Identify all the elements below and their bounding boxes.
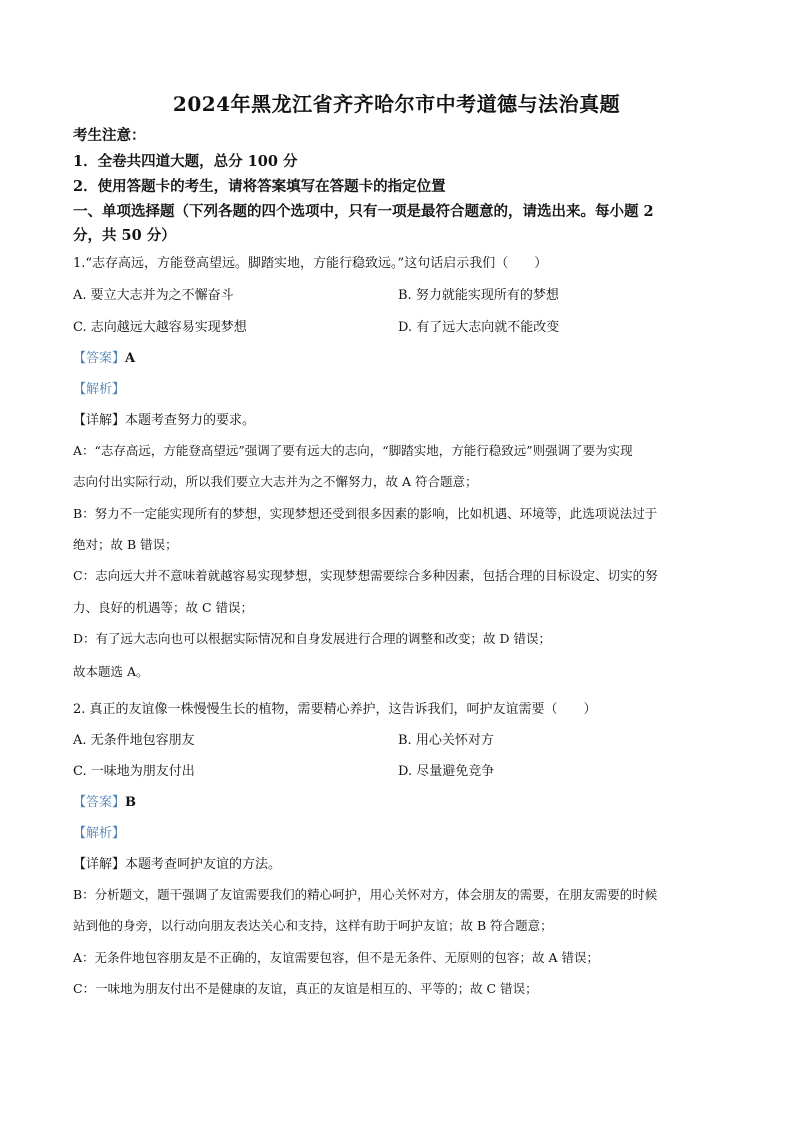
question-1-detail xyxy=(73,409,255,428)
question-2-explanation-line: 站到他的身旁，以行动向朋友表达关心和支持，这样有助于呵护友谊；故 B 符合题意； xyxy=(73,918,553,933)
section-heading-line1: 一、单项选择题（下列各题的四个选项中，只有一项是最符合题意的，请选出来。每小题 2 xyxy=(73,203,654,220)
question-1-explanation-line: 志向付出实际行动，所以我们要立大志并为之不懈努力，故 A 符合题意； xyxy=(73,474,478,489)
question-1-explanation-line: A：“志存高远，方能登高望远”强调了要有远大的志向，“脚踏实地，方能行稳致远”则强调了要为实现 xyxy=(73,443,633,458)
question-1-explanation-line: 力、良好的机遇等；故 C 错误； xyxy=(73,600,254,615)
question-1-explanation-line: 绝对；故 B 错误； xyxy=(73,537,178,552)
question-2-explanation-line: A：无条件地包容朋友是不正确的，友谊需要包容，但不是无条件、无原则的包容；故 A 错误； xyxy=(73,950,600,965)
question-1-stem: 1.“志存高远，方能登高望远。脚踏实地，方能行稳致远。”这句话启示我们（ ） xyxy=(73,256,548,271)
question-2-explanation-line: B：分析题文，题干强调了友谊需要我们的精心呵护，用心关怀对方，体会朋友的需要，在朋友需要的时候 xyxy=(73,887,658,902)
notice-1: 1．全卷共四道大题，总分 100 分 xyxy=(73,153,298,170)
question-1-analysis xyxy=(73,378,125,397)
question-1-explanation-line: D：有了远大志向也可以根据实际情况和自身发展进行合理的调整和改变；故 D 错误； xyxy=(73,631,551,646)
question-2-analysis xyxy=(73,822,125,841)
question-1-option-d: D. 有了远大志向就不能改变 xyxy=(398,320,560,335)
question-1-explanation-line: C：志向远大并不意味着就越容易实现梦想，实现梦想需要综合多种因素，包括合理的目标设定、切实的努 xyxy=(73,568,658,583)
question-2-detail xyxy=(73,853,281,872)
question-2-answer xyxy=(73,791,136,810)
detail-text: 本题考查努力的要求。 xyxy=(125,413,256,428)
question-1-explanation-line: 故本题选 A。 xyxy=(73,664,149,679)
question-2-option-b: B. 用心关怀对方 xyxy=(398,733,494,748)
question-1-option-a: A. 要立大志并为之不懈奋斗 xyxy=(73,288,234,303)
question-2-stem: 2. 真正的友谊像一株慢慢生长的植物，需要精心养护，这告诉我们，呵护友谊需要（ ） xyxy=(73,702,597,717)
page-title: 2024年黑龙江省齐齐哈尔市中考道德与法治真题 xyxy=(172,92,621,116)
answer-tag: 【答案】 xyxy=(73,351,126,366)
question-2-explanation-line: C：一味地为朋友付出不是健康的友谊，真正的友谊是相互的、平等的；故 C 错误； xyxy=(73,981,538,996)
detail-text: 本题考查呵护友谊的方法。 xyxy=(125,857,282,872)
question-1-option-b: B. 努力就能实现所有的梦想 xyxy=(398,288,559,303)
question-1-explanation-line: B：努力不一定能实现所有的梦想，实现梦想还受到很多因素的影响，比如机遇、环境等，此选项说法过于 xyxy=(73,506,658,521)
section-heading-line2: 分，共 50 分） xyxy=(73,227,176,244)
notice-2: 2．使用答题卡的考生，请将答案填写在答题卡的指定位置 xyxy=(73,178,446,195)
notice-heading: 考生注意： xyxy=(73,127,146,144)
detail-tag: 【详解】 xyxy=(73,857,126,872)
analysis-tag: 【解析】 xyxy=(73,826,126,841)
answer-value: B xyxy=(125,795,137,810)
detail-tag: 【详解】 xyxy=(73,413,126,428)
answer-tag: 【答案】 xyxy=(73,795,126,810)
analysis-tag: 【解析】 xyxy=(73,382,126,397)
question-2-option-d: D. 尽量避免竞争 xyxy=(398,764,495,779)
question-1-option-c: C. 志向越远大越容易实现梦想 xyxy=(73,320,247,335)
question-2-option-a: A. 无条件地包容朋友 xyxy=(73,733,195,748)
answer-value: A xyxy=(125,351,136,366)
question-2-option-c: C. 一味地为朋友付出 xyxy=(73,764,195,779)
question-1-answer xyxy=(73,347,135,366)
